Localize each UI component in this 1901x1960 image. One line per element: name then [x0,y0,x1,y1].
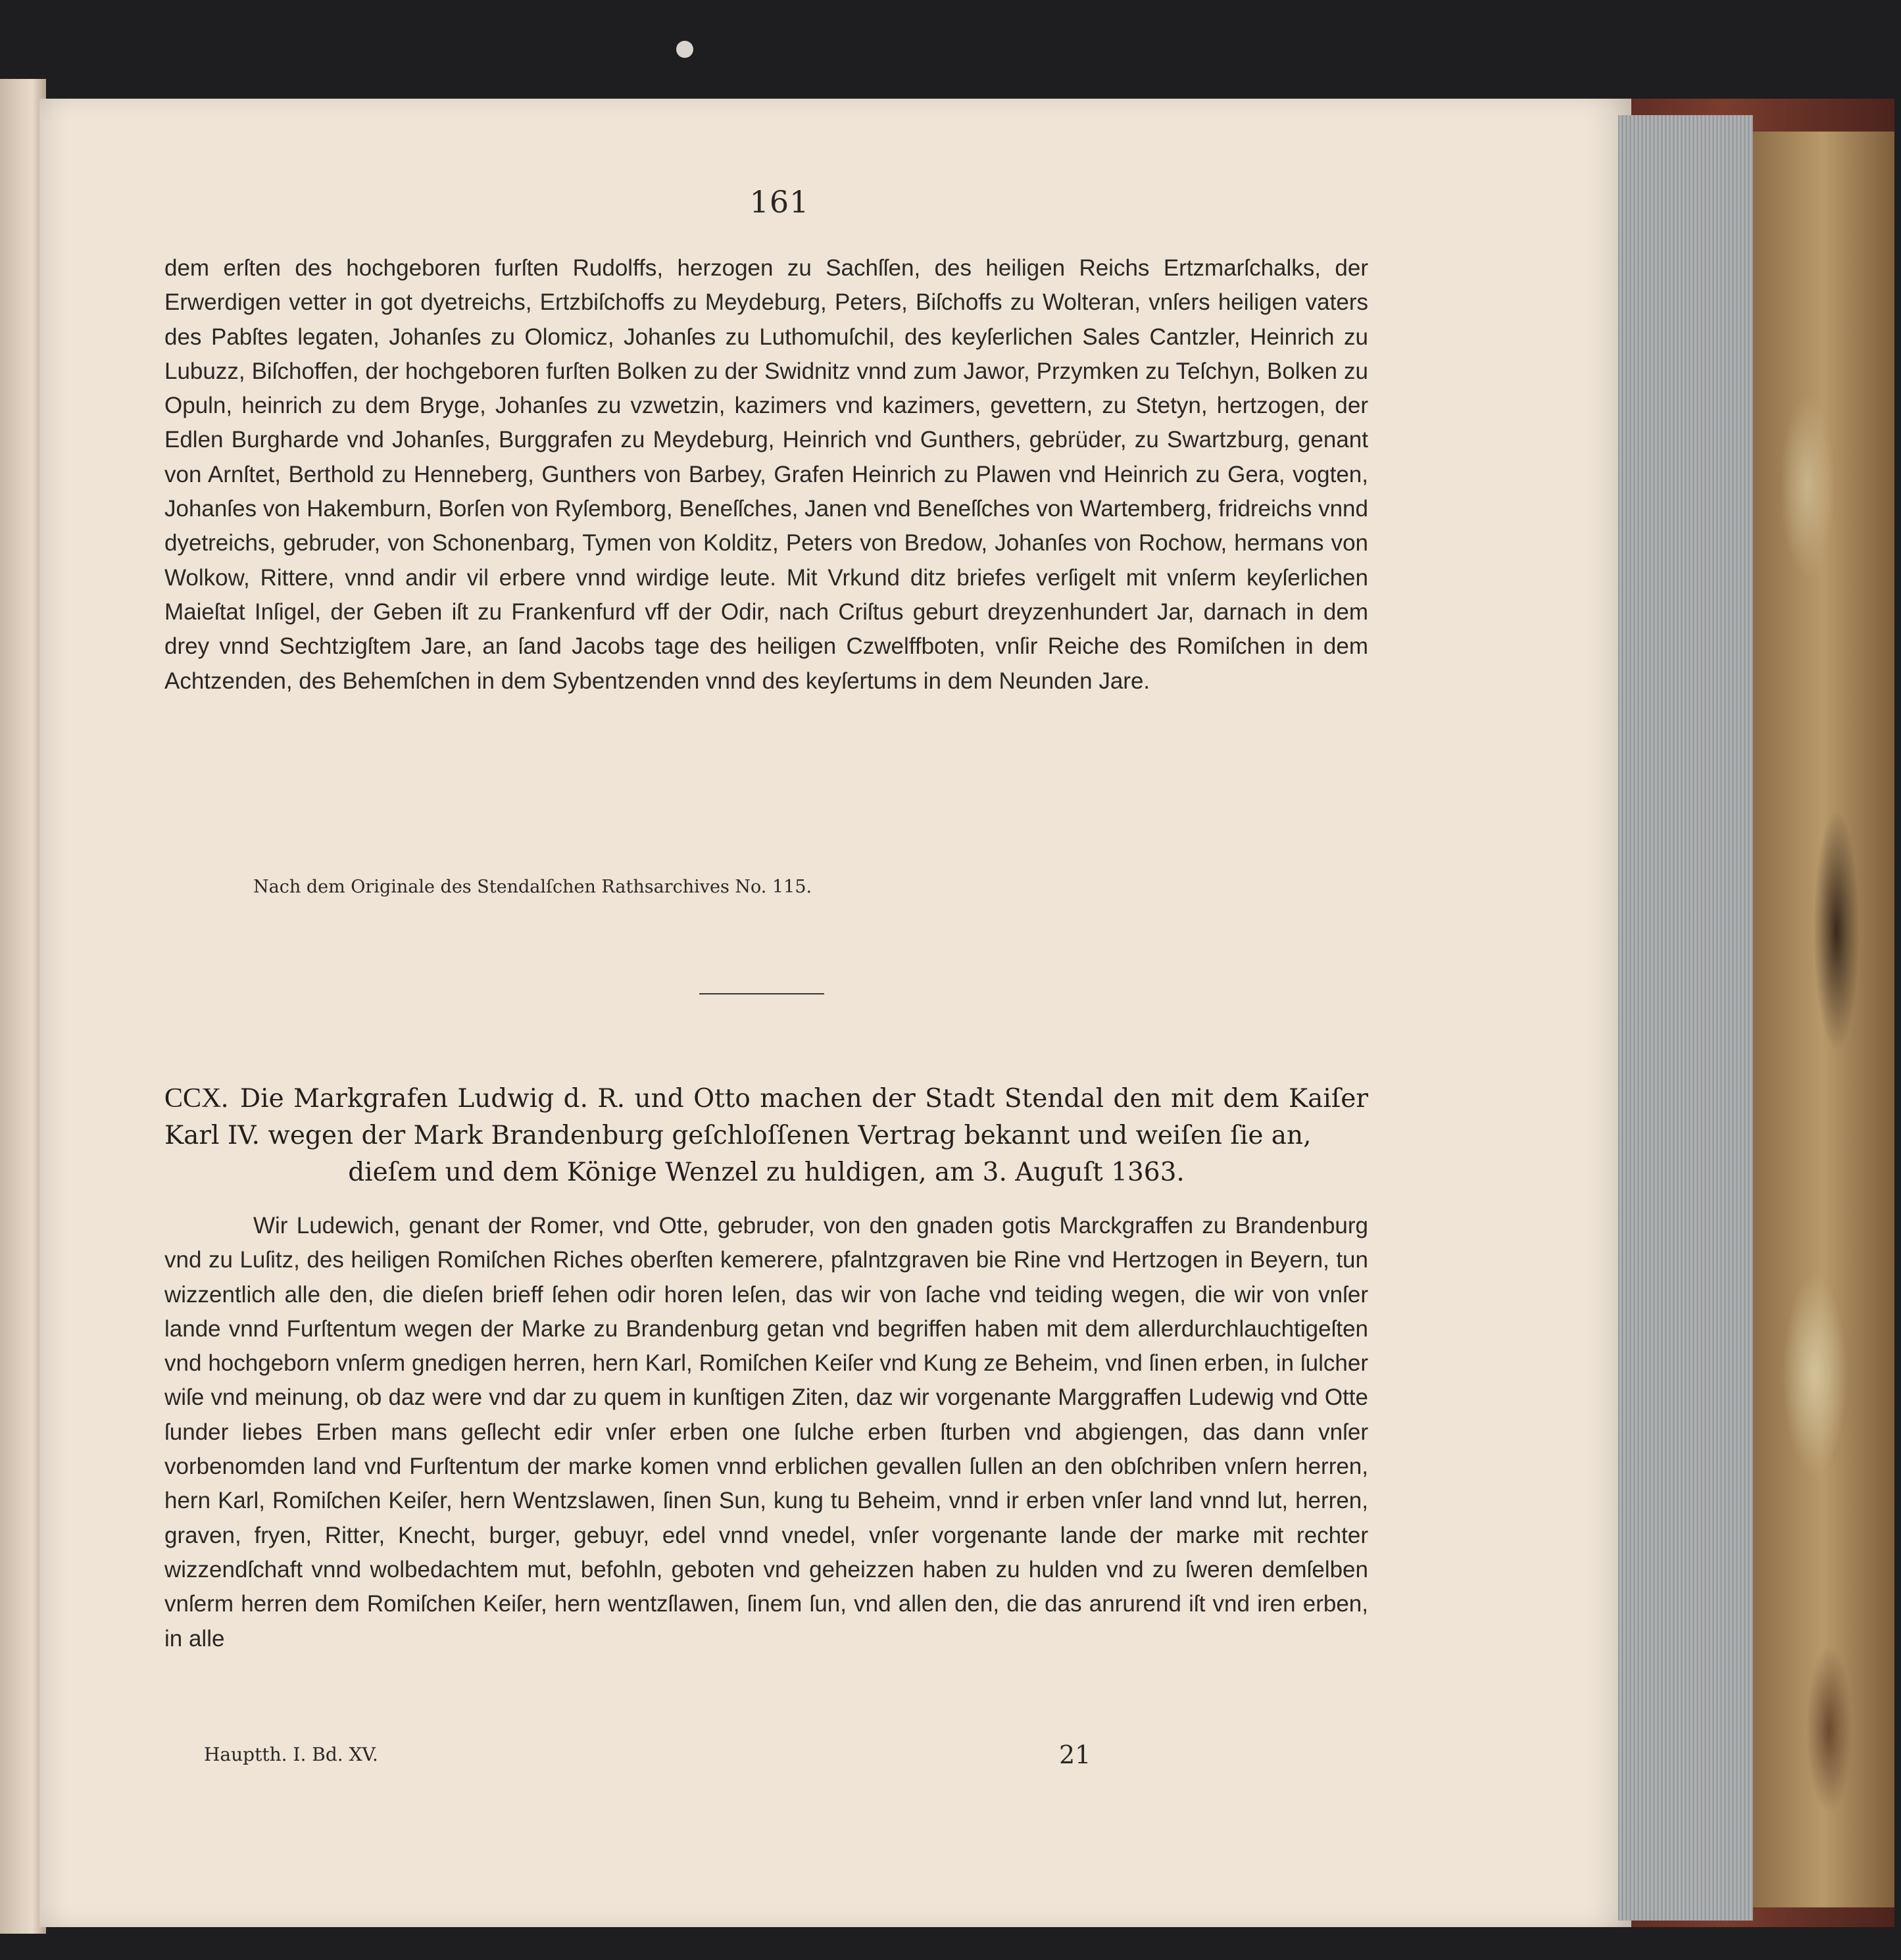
binding-hole [676,41,693,58]
signature-mark: Hauptth. I. Bd. XV. [204,1744,378,1765]
page-number: 161 [749,184,810,220]
marbled-endpaper [1750,132,1894,1907]
source-note: Nach dem Originale des Stendalſchen Rathsarchives No. 115. [253,877,812,897]
section-divider [699,993,824,994]
paragraph: dem erſten des hochgeboren furſten Rudolffs, herzogen zu Sachſſen, des heiligen Reichs Ertzmarſchalks, der Erwerdigen vetter in got dyetreichs, Ertzbiſchoffs zu Meydeburg, Peters, Biſchoffs zu Wolteran, vnſers heiligen vaters des Pabſtes legaten, Johanſes zu Olomicz, Johanſes zu Luthomuſchil, des keyſerlichen Sales Cantzler, Heinrich zu Lubuzz, Biſchoffen, der hochgeboren furſten Bolken zu der Swidnitz vnnd zum Jawor, Przymken zu Teſchyn, Bolken zu Opuln, heinrich zu dem Bryge, Johanſes zu vzwetzin, kazimers vnd kazimers, gevettern, zu Stetyn, hertzogen, der Edlen Burgharde vnd Johanſes, Burggrafen zu Meydeburg, Heinrich vnd Gunthers, gebrüder, zu Swartzburg, genant von Arnſtet, Berthold zu Henneberg, Gunthers von Barbey, Grafen Heinrich zu Plawen vnd Heinrich zu Gera, vogten, Johanſes von Hakemburn, Borſen von Ryſemborg, Beneſſches, Janen vnd Beneſſches von Wartemberg, fridreichs vnnd dyetreichs, gebruder, von Schonenbarg, Tymen von Kolditz, Peters von Bredow, Johanſes von Rochow, hermans von Wolkow, Rittere, vnnd andir vil erbere vnnd wirdige leute. Mit Vrkund ditz briefes verſigelt mit vnſerm keyſerlichen Maieſtat Inſigel, der Geben iſt zu Frankenfurd vff der Odir, nach Criſtus geburt dreyzenhundert Jar, darnach in dem drey vnnd Sechtzigſtem Jare, an ſand Jacobs tage des heiligen Czwelffboten, vnſir Reiche des Romiſchen in dem Achtzenden, des Behemſchen in dem Sybentzenden vnnd des keyſertums in dem Neunden Jare. [164,255,1368,694]
sheet-number: 21 [1059,1740,1091,1769]
section-number: CCX. [164,1083,228,1114]
document-text-part1 [164,251,1368,698]
section-heading-text: Die Markgrafen Ludwig d. R. und Otto machen der Stadt Stendal den mit dem Kaiſer Karl IV. wegen der Mark Brandenburg geſchloſſenen Vertrag bekannt und weiſen ſie an, [164,1084,1368,1150]
section-heading [164,1080,1368,1191]
section-heading-last-line: dieſem und dem Könige Wenzel zu huldigen, am 3. Auguſt 1363. [348,1158,1185,1187]
paragraph: Wir Ludewich, genant der Romer, vnd Otte, gebruder, von den gnaden gotis Marckgraffen zu Brandenburg vnd zu Luſitz, des heiligen Romiſchen Riches oberſten kemerere, pfalntzgraven bie Rine vnd Hertzogen in Beyern, tun wizzentlich alle den, die dieſen brieff ſehen odir horen leſen, das wir von ſache vnd teiding wegen, die wir von vnſer lande vnnd Furſtentum wegen der Marke zu Brandenburg getan vnd begriffen haben mit dem allerdurchlauchtigeſten vnd hochgeborn vnſerm gnedigen herren, hern Karl, Romiſchen Keiſer vnd Kung ze Beheim, vnd ſinen erben, in ſulcher wiſe vnd meinung, ob daz were vnd dar zu quem in kunſtigen Ziten, daz wir vorgenante Marggraffen Ludewig vnd Otte ſunder liebes Erben mans geſlecht edir vnſer erben one ſulche erben ſturben vnd abgiengen, das dann vnſer vorbenomden land vnd Furſtentum der marke komen vnnd erblichen gevallen ſullen an den obſchriben vnſern herren, hern Karl, Romiſchen Keiſer, hern Wentzslawen, ſinen Sun, kung tu Beheim, vnnd ir erben vnſer land vnnd lut, herren, graven, fryen, Ritter, Knecht, burger, gebuyr, edel vnnd vnedel, vnſer vorgenante lande der marke mit rechter wizzendſchaft vnnd wolbedachtem mut, befohln, geboten vnd geheizzen haben zu hulden vnd zu ſweren demſelben vnſerm herren dem Romiſchen Keiſer, hern wentzſlawen, ſinem ſun, vnd allen den, die das anrurend iſt vnd iren erben, in alle [164,1213,1368,1652]
document-text-part2 [164,1209,1368,1656]
page-fore-edge [1618,115,1753,1921]
